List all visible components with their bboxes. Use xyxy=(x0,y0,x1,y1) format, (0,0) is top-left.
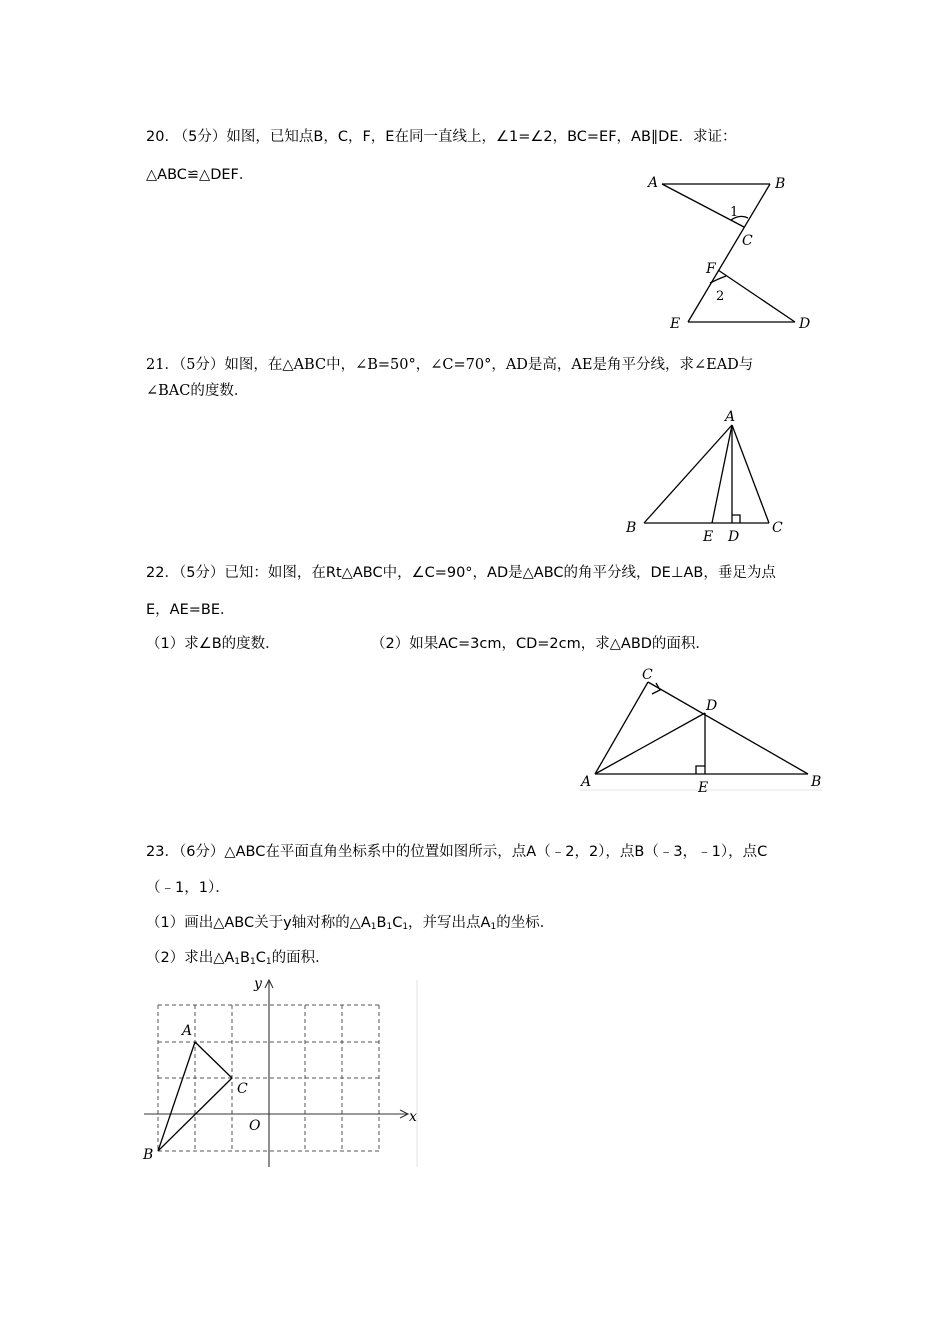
q22-subquestion-1: （1）求∠B的度数． xyxy=(146,636,280,652)
q23-segment-ac xyxy=(195,1042,232,1078)
q22-label-b: B xyxy=(811,774,822,790)
q23-label-c: C xyxy=(237,1081,248,1097)
q23-text-line1: 23．（6分）△ABC在平面直角坐标系中的位置如图所示，点A（﹣2，2），点B（﹣3，﹣1），点C xyxy=(146,844,768,860)
q22-label-c: C xyxy=(642,667,653,683)
q23-label-x: x xyxy=(409,1109,417,1125)
q20-label-e: E xyxy=(670,316,681,332)
q20-label-b: B xyxy=(775,176,786,192)
q20-label-a: A xyxy=(648,175,659,191)
q23-segment-ab xyxy=(158,1042,195,1151)
q22-label-d: D xyxy=(706,698,718,714)
q22-label-e: E xyxy=(698,780,709,796)
q21-text-line1: 21．（5分）如图，在△ABC中，∠B=50°，∠C=70°，AD是高，AE是角平分线，求∠EAD与 xyxy=(146,357,754,373)
q21-label-c: C xyxy=(772,520,783,536)
q22-text-line2: E，AE=BE． xyxy=(146,602,235,618)
q20-text-line1: 20. （5分）如图，已知点B，C，F，E在同一直线上，∠1=∠2，BC=EF，AB∥DE．求证： xyxy=(146,129,737,145)
q20-label-f: F xyxy=(706,261,716,277)
q23-subquestion-1: （1）画出△ABC关于y轴对称的$\triangle A_1B_1C_1$，并写出点$A_1$的坐标． xyxy=(146,915,555,932)
q20-text-line2: △ABC≌△DEF． xyxy=(146,167,254,183)
q21-label-e: E xyxy=(703,529,714,545)
q23-subquestion-2: （2）求出$\triangle A_1B_1C_1$的面积． xyxy=(146,950,330,967)
q22-subquestion-2: （2）如果AC=3cm，CD=2cm，求△ABD的面积． xyxy=(371,636,710,652)
q21-label-d: D xyxy=(728,529,740,545)
q20-label-angle-2: 2 xyxy=(716,289,725,304)
q22-label-a: A xyxy=(581,774,592,790)
q20-label-c: C xyxy=(742,233,753,249)
q21-label-a: A xyxy=(725,409,736,425)
q23-label-a: A xyxy=(182,1023,193,1039)
q22-text-line1: 22．（5分）已知：如图，在Rt△ABC中，∠C=90°，AD是△ABC的角平分线，DE⊥AB，垂足为点 xyxy=(146,565,776,581)
q20-label-d: D xyxy=(799,316,811,332)
q23-label-origin: O xyxy=(249,1118,261,1134)
q21-text-line2: ∠BAC的度数． xyxy=(146,383,249,399)
q23-text-line2: （﹣1，1）． xyxy=(146,880,230,896)
q21-label-b: B xyxy=(626,520,637,536)
q23-label-b: B xyxy=(143,1147,154,1163)
q23-label-y: y xyxy=(254,976,262,992)
q20-label-angle-1: 1 xyxy=(730,205,739,220)
